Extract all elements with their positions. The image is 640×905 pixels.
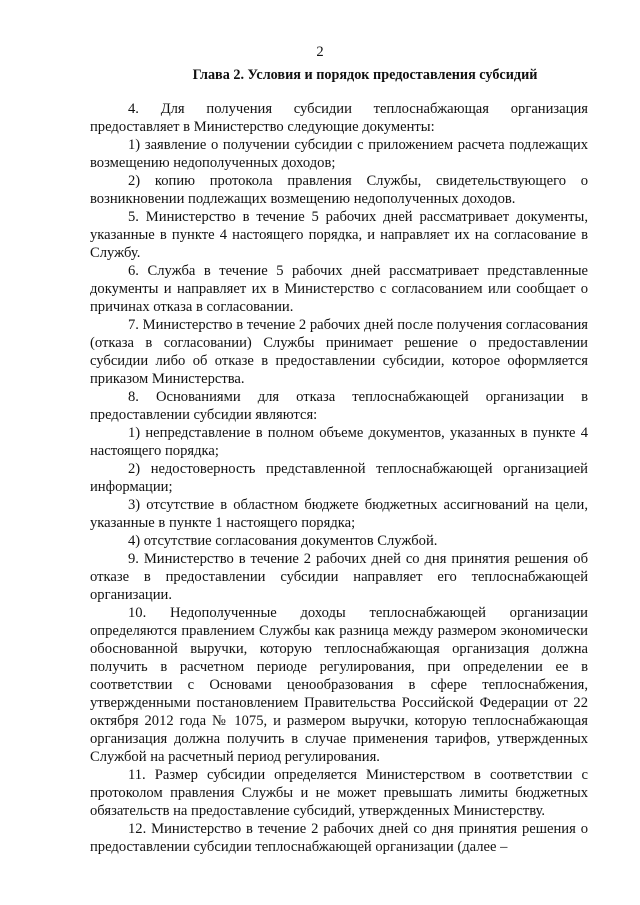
paragraph-8-item-3: 3) отсутствие в областном бюджете бюджетных ассигнований на цели, указанные в пункте 1 настоящего порядка; <box>90 497 588 531</box>
paragraph-4: 4. Для получения субсидии теплоснабжающая организация предоставляет в Министерство следующие документы: <box>90 101 588 135</box>
paragraph-8-item-4: 4) отсутствие согласования документов Службой. <box>128 533 438 549</box>
paragraph-12: 12. Министерство в течение 2 рабочих дней со дня принятия решения о предоставлении субсидии теплоснабжающей организации (далее – <box>90 821 588 855</box>
paragraph-10: 10. Недополученные доходы теплоснабжающей организации определяются правлением Службы как разница между размером экономически обоснованной выручки, которую теплоснабжающая организация должна получить в расчетном периоде регулирования, при определении ее в соответствии с Основами ценообразования в сфере теплоснабжения, утвержденными постановлением Правительства Российской Федерации от 22 октября 2012 года № 1075, и размером выручки, которую теплоснабжающая организация должна получить в случае применения тарифов, утвержденных Службой на расчетный период регулирования. <box>90 605 588 765</box>
paragraph-4-item-1: 1) заявление о получении субсидии с приложением расчета подлежащих возмещению недополученных доходов; <box>90 137 588 171</box>
paragraph-8-item-2: 2) недостоверность представленной теплоснабжающей организацией информации; <box>90 461 588 495</box>
paragraph-11: 11. Размер субсидии определяется Министерством в соответствии с протоколом правления Службы и не может превышать лимиты бюджетных обязательств на предоставление субсидий, утвержденных Министерству. <box>90 767 588 819</box>
paragraph-5: 5. Министерство в течение 5 рабочих дней рассматривает документы, указанные в пункте 4 настоящего порядка, и направляет их на согласование в Службу. <box>90 209 588 261</box>
paragraph-8-item-1: 1) непредставление в полном объеме документов, указанных в пункте 4 настоящего порядка; <box>90 425 588 459</box>
paragraph-9: 9. Министерство в течение 2 рабочих дней со дня принятия решения об отказе в предоставлении субсидии направляет его теплоснабжающей организации. <box>90 551 588 603</box>
chapter-title: Глава 2. Условия и порядок предоставления субсидий <box>192 67 538 83</box>
document-body <box>90 100 588 856</box>
paragraph-7: 7. Министерство в течение 2 рабочих дней после получения согласования (отказа в согласовании) Службы принимает решение о предоставлении субсидии либо об отказе в предоставлении субсидии, которое оформляется приказом Министерства. <box>90 317 588 387</box>
paragraph-8: 8. Основаниями для отказа теплоснабжающей организации в предоставлении субсидии являются: <box>90 389 588 423</box>
page-number: 2 <box>316 44 324 60</box>
paragraph-4-item-2: 2) копию протокола правления Службы, свидетельствующего о возникновении подлежащих возмещению недополученных доходов. <box>90 173 588 207</box>
paragraph-6: 6. Служба в течение 5 рабочих дней рассматривает представленные документы и направляет их в Министерство с согласованием или сообщает о причинах отказа в согласовании. <box>90 263 588 315</box>
